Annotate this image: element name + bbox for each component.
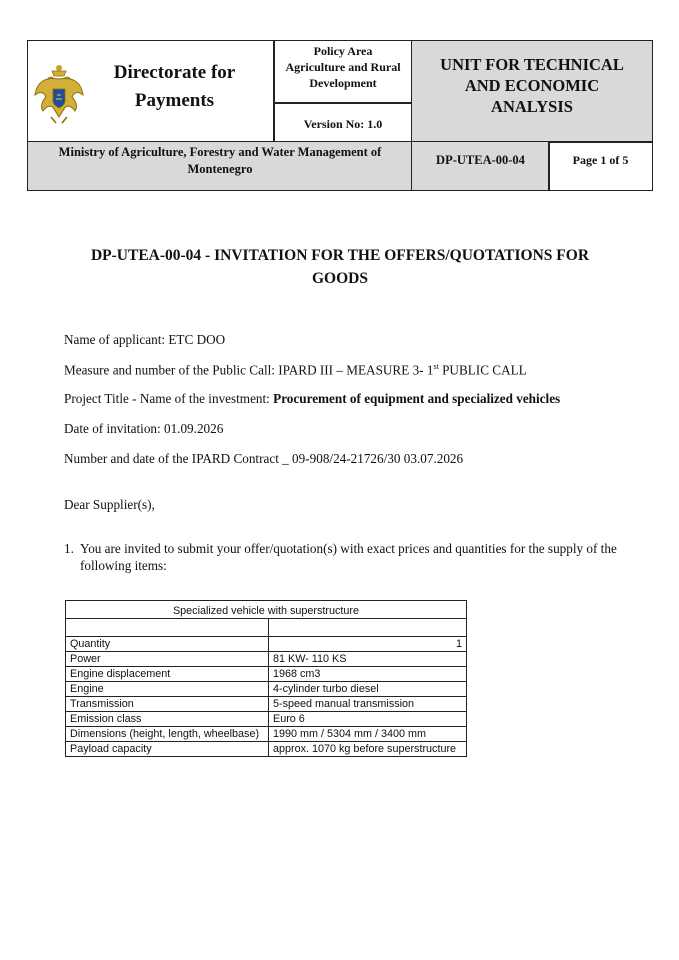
row-value: Euro 6 <box>269 712 467 727</box>
applicant-name: Name of applicant: ETC DOO <box>64 332 226 347</box>
row-label: Transmission <box>66 697 269 712</box>
table-row <box>66 712 467 727</box>
page-number: Page 1 of 5 <box>572 153 629 167</box>
table-row <box>66 652 467 667</box>
policy-area-cell <box>273 40 413 104</box>
table-title-row <box>66 601 467 619</box>
row-value: 1 <box>269 637 467 652</box>
table-row <box>66 682 467 697</box>
table-row <box>66 637 467 652</box>
row-label: Emission class <box>66 712 269 727</box>
table-row <box>66 727 467 742</box>
row-label: Payload capacity <box>66 742 269 757</box>
row-label: Engine displacement <box>66 667 269 682</box>
ministry-cell <box>27 141 413 191</box>
table-title: Specialized vehicle with superstructure <box>66 601 467 619</box>
row-value: 1968 cm3 <box>269 667 467 682</box>
version-cell <box>273 102 413 143</box>
project-title: Project Title - Name of the investment: Procurement of equipment and specialized vehicles <box>64 391 561 406</box>
list-number: 1. <box>64 541 74 556</box>
measure-public-call: Measure and number of the Public Call: IPARD III – MEASURE 3- 1st PUBLIC CALL <box>64 362 527 378</box>
directorate-cell <box>27 40 275 143</box>
doc-code: DP-UTEA-00-04 <box>436 153 525 167</box>
ministry-name: Ministry of Agriculture, Forestry and Water Management of Montenegro <box>58 145 382 176</box>
policy-area-text: Policy Area Agriculture and Rural Development <box>285 44 401 90</box>
row-label: Dimensions (height, length, wheelbase) <box>66 727 269 742</box>
doc-code-cell <box>411 141 550 191</box>
greeting: Dear Supplier(s), <box>64 497 155 512</box>
unit-title: UNIT FOR TECHNICAL AND ECONOMIC ANALYSIS <box>440 55 624 116</box>
row-label: Engine <box>66 682 269 697</box>
document-title: DP-UTEA-00-04 - INVITATION FOR THE OFFERS/QUOTATIONS FOR GOODS <box>90 247 590 287</box>
table-row <box>66 697 467 712</box>
row-label: Quantity <box>66 637 269 652</box>
document-header <box>27 40 653 191</box>
row-value: 81 KW- 110 KS <box>269 652 467 667</box>
unit-cell <box>411 40 653 143</box>
contract-number: Number and date of the IPARD Contract _ 09-908/24-21726/30 03.07.2026 <box>64 451 464 466</box>
row-value: approx. 1070 kg before superstructure <box>269 742 467 757</box>
row-label: Power <box>66 652 269 667</box>
list-text: You are invited to submit your offer/quotation(s) with exact prices and quantities for the supply of the following items: <box>80 541 617 573</box>
directorate-title: Directorate for Payments <box>113 62 236 111</box>
table-row <box>66 742 467 757</box>
table-row <box>66 667 467 682</box>
version-number: Version No: 1.0 <box>303 117 383 131</box>
invitation-date: Date of invitation: 01.09.2026 <box>64 421 224 436</box>
row-value: 5-speed manual transmission <box>269 697 467 712</box>
table-blank-row <box>66 619 467 637</box>
list-item <box>64 540 624 574</box>
coat-of-arms-icon <box>34 59 84 125</box>
row-value: 1990 mm / 5304 mm / 3400 mm <box>269 727 467 742</box>
specification-table <box>65 600 467 757</box>
page-number-cell <box>548 141 653 191</box>
row-value: 4-cylinder turbo diesel <box>269 682 467 697</box>
